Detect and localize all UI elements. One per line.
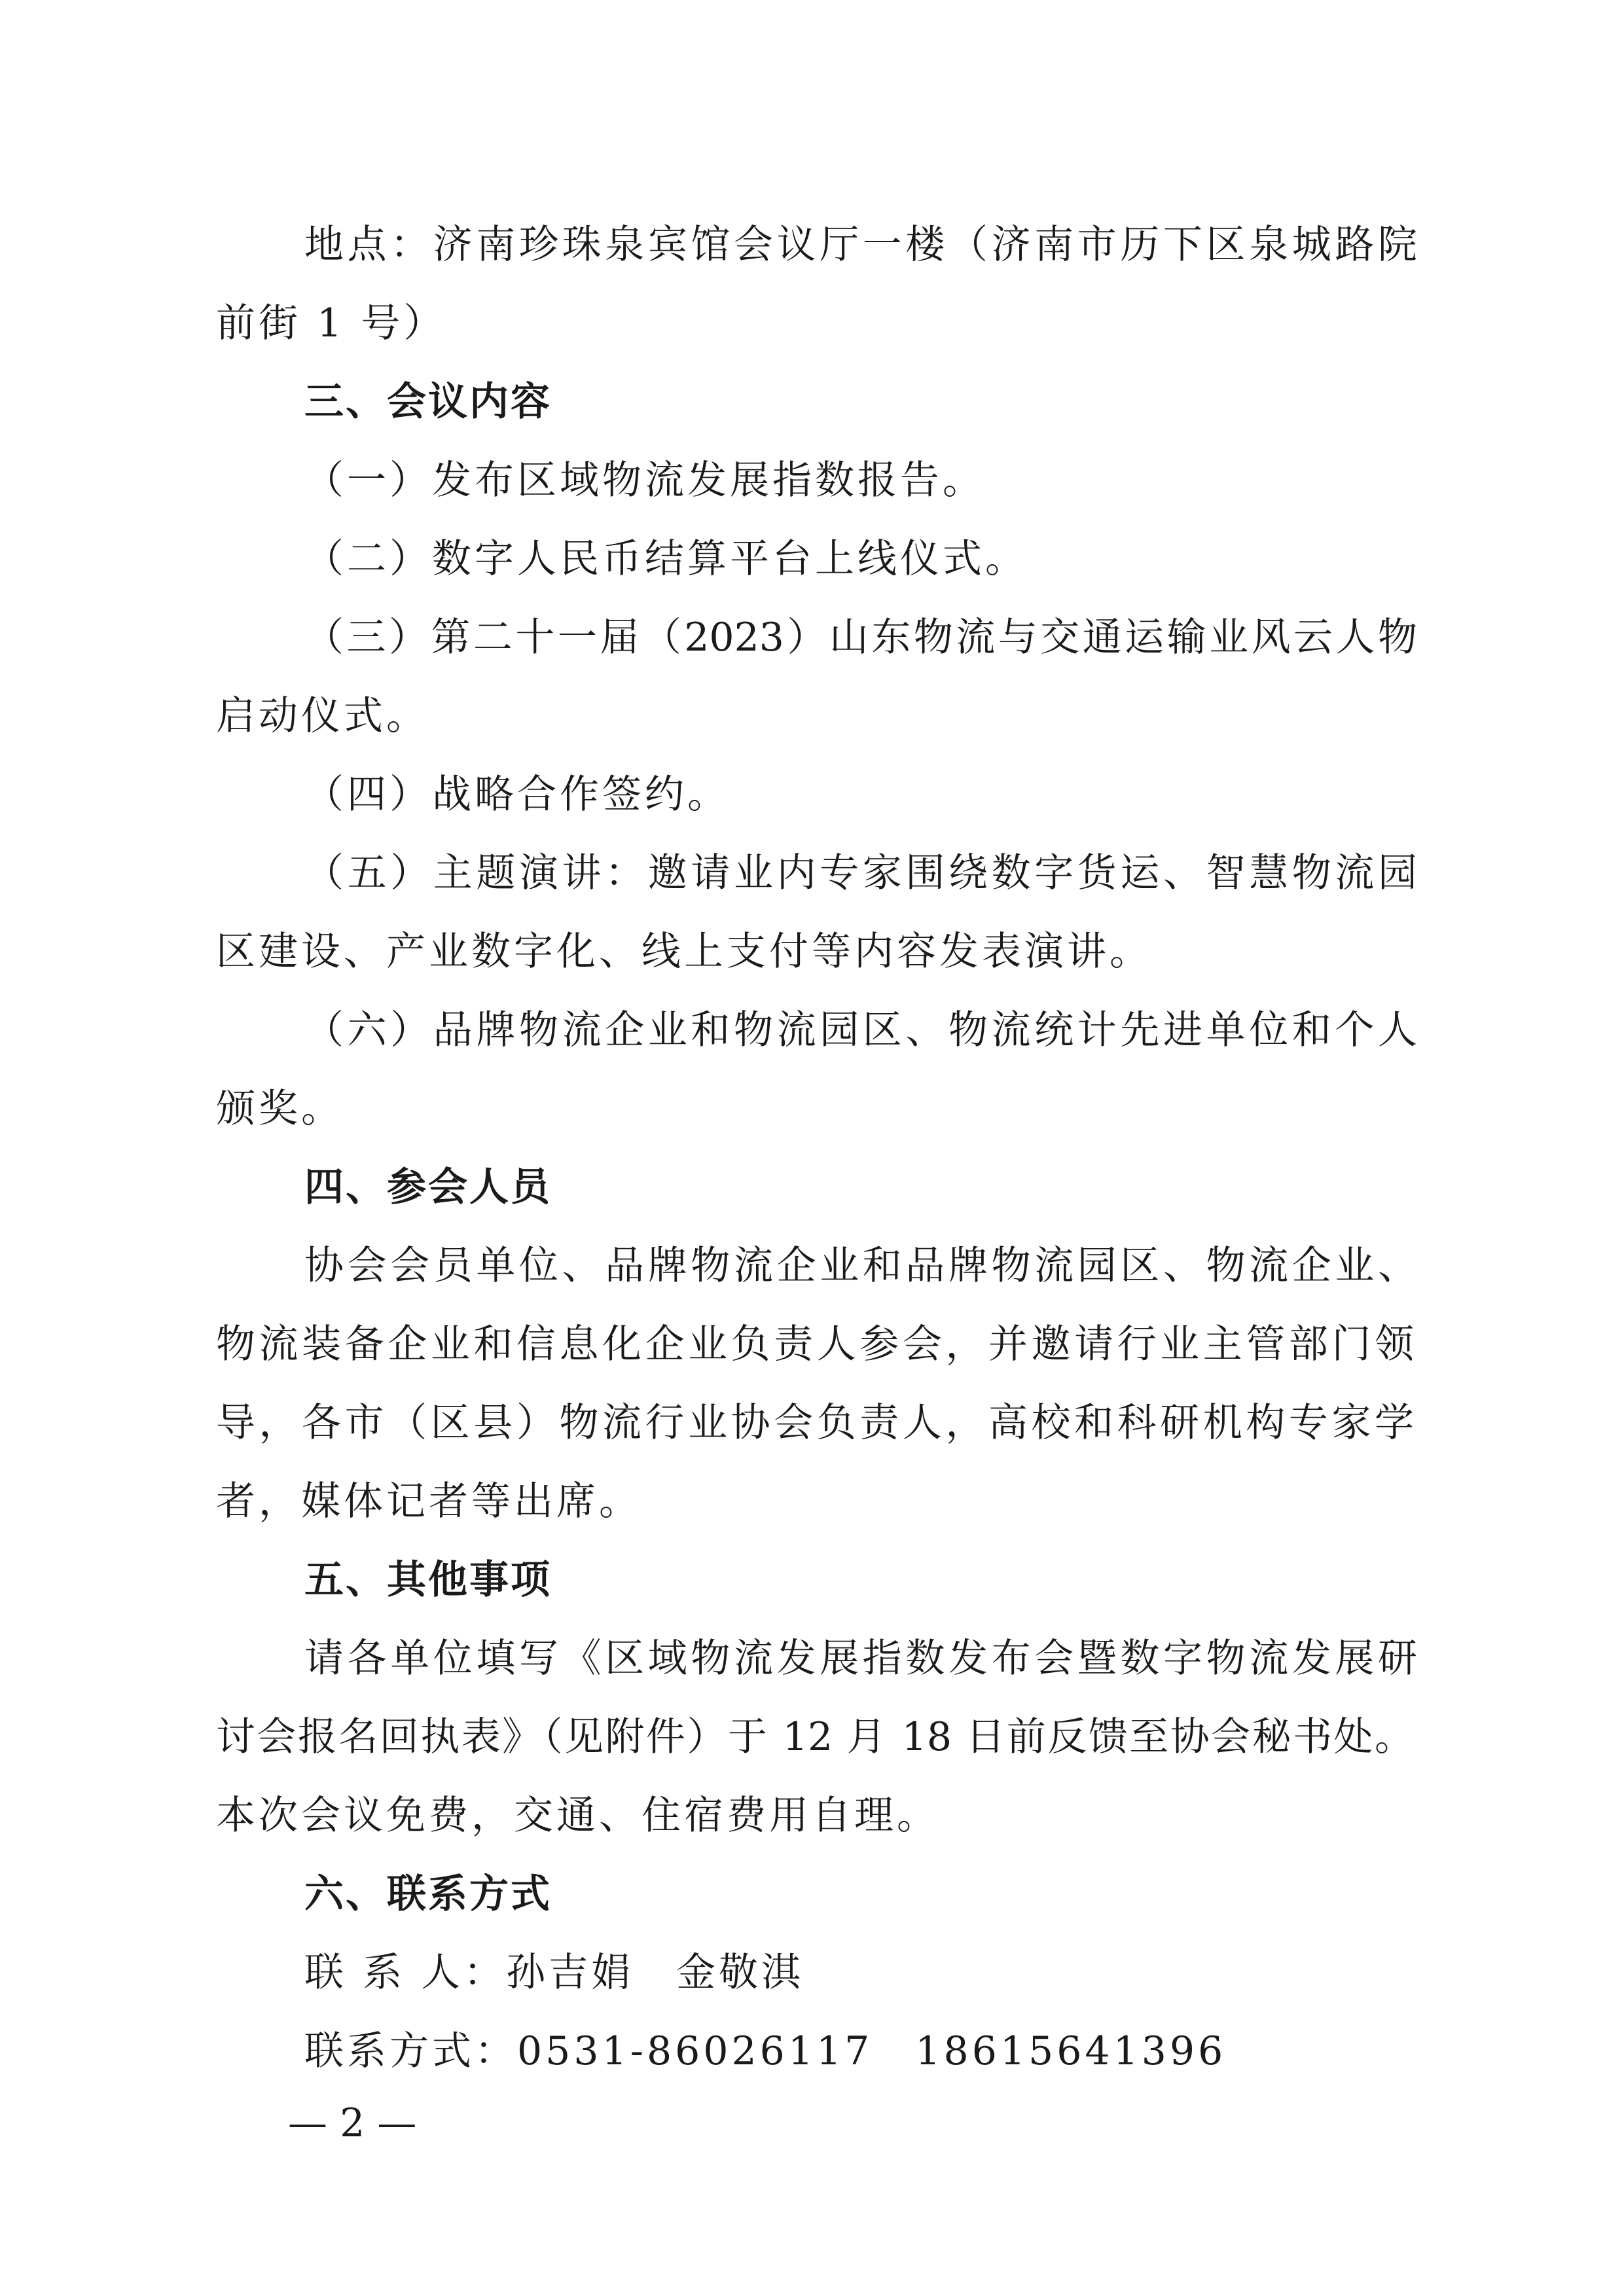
- section-4-line-2: 物流装备企业和信息化企业负责人参会，并邀请行业主管部门领: [216, 1321, 1414, 1367]
- location-line-2: 前街 1 号）: [216, 300, 446, 346]
- section-6-heading: 六、联系方式: [304, 1871, 552, 1917]
- section-3-item-4: （四）战略合作签约。: [304, 772, 730, 817]
- section-3-heading: 三、会议内容: [304, 379, 552, 425]
- section-4-line-3: 导，各市（区县）物流行业协会负责人，高校和科研机构专家学: [216, 1400, 1414, 1446]
- section-4-line-1: 协会会员单位、品牌物流企业和品牌物流园区、物流企业、: [304, 1243, 1417, 1289]
- location-line-1: 地点：济南珍珠泉宾馆会议厅一楼（济南市历下区泉城路院: [304, 222, 1417, 268]
- section-4-line-4: 者，媒体记者等出席。: [216, 1479, 641, 1524]
- section-5-line-3: 本次会议免费，交通、住宿费用自理。: [216, 1793, 939, 1839]
- section-3-item-6-line-1: （六）品牌物流企业和物流园区、物流统计先进单位和个人: [304, 1007, 1417, 1053]
- section-5-heading: 五、其他事项: [304, 1557, 552, 1603]
- contact-person: 联 系 人：孙吉娟 金敬淇: [304, 1950, 804, 1996]
- section-3-item-6-line-2: 颁奖。: [216, 1086, 344, 1132]
- page-number: — 2 —: [288, 2100, 417, 2146]
- section-3-item-3-line-1: （三）第二十一届（2023）山东物流与交通运输业风云人物: [304, 615, 1417, 660]
- section-3-item-3-line-2: 启动仪式。: [216, 693, 429, 739]
- section-4-heading: 四、参会人员: [304, 1164, 552, 1210]
- section-5-line-1: 请各单位填写《区域物流发展指数发布会暨数字物流发展研: [304, 1636, 1417, 1681]
- contact-phone: 联系方式：0531-86026117 18615641396: [304, 2028, 1227, 2074]
- section-3-item-2: （二）数字人民币结算平台上线仪式。: [304, 536, 1028, 582]
- section-3-item-1: （一）发布区域物流发展指数报告。: [304, 457, 985, 503]
- section-3-item-5-line-2: 区建设、产业数字化、线上支付等内容发表演讲。: [216, 929, 1152, 975]
- section-5-line-2: 讨会报名回执表》（见附件）于 12 月 18 日前反馈至协会秘书处。: [216, 1714, 1414, 1760]
- section-3-item-5-line-1: （五）主题演讲：邀请业内专家围绕数字货运、智慧物流园: [304, 850, 1417, 896]
